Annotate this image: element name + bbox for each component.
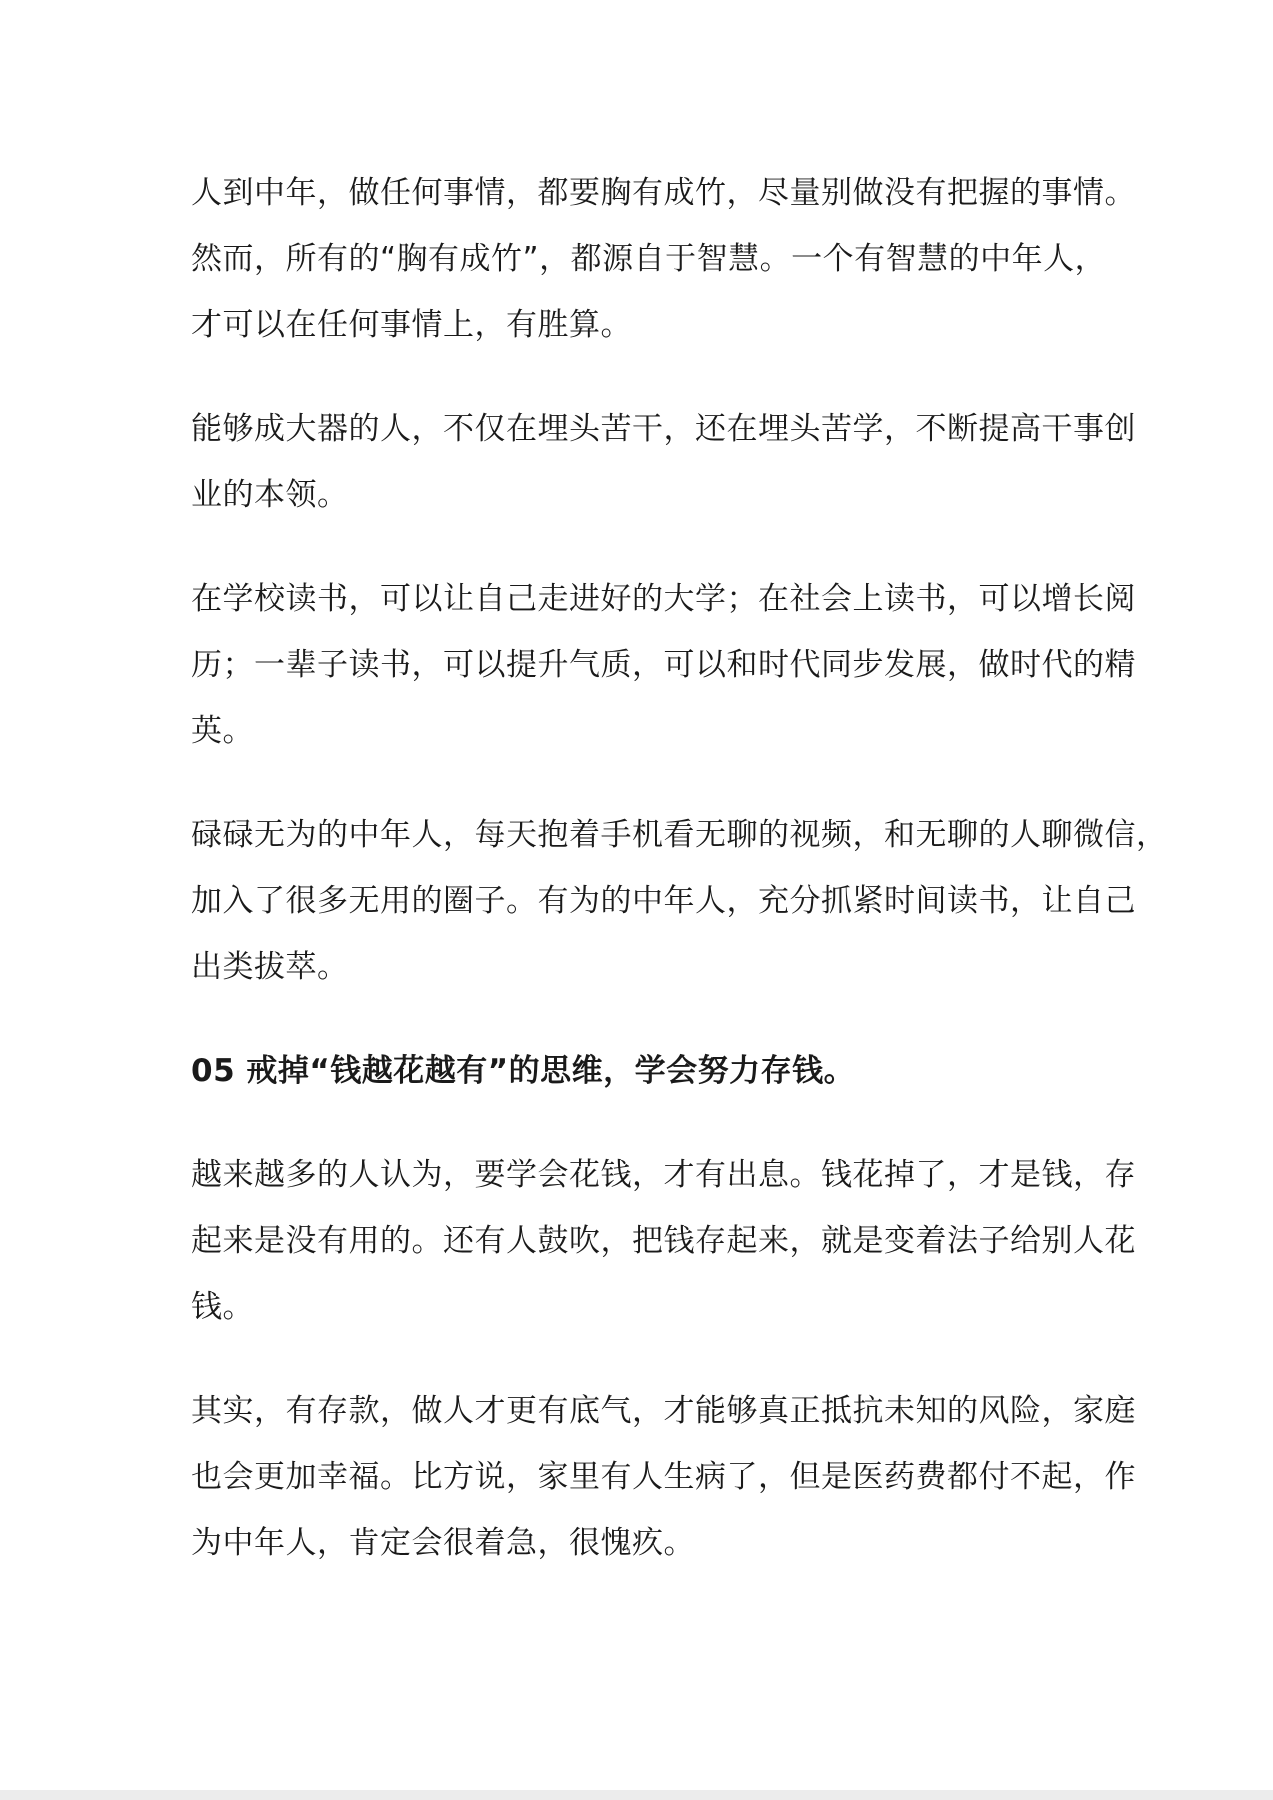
paragraph-line: 英。 bbox=[191, 713, 254, 749]
paragraph-5 bbox=[191, 1142, 1136, 1340]
paragraph-line: 起来是没有用的。还有人鼓吹，把钱存起来，就是变着法子给别人花 bbox=[191, 1223, 1136, 1259]
paragraph-6 bbox=[191, 1378, 1136, 1576]
paragraph-line: 也会更加幸福。比方说，家里有人生病了，但是医药费都付不起，作 bbox=[191, 1459, 1136, 1495]
paragraph-3 bbox=[191, 566, 1136, 764]
paragraph-line: 其实，有存款，做人才更有底气，才能够真正抵抗未知的风险，家庭 bbox=[191, 1393, 1136, 1429]
paragraph-line: 碌碌无为的中年人，每天抱着手机看无聊的视频，和无聊的人聊微信， bbox=[191, 817, 1168, 853]
paragraph-line: 历；一辈子读书，可以提升气质，可以和时代同步发展，做时代的精 bbox=[191, 647, 1136, 683]
paragraph-1 bbox=[191, 160, 1136, 358]
paragraph-line: 出类拔萃。 bbox=[191, 949, 349, 985]
paragraph-line: 人到中年，做任何事情，都要胸有成竹，尽量别做没有把握的事情。 bbox=[191, 175, 1136, 211]
paragraph-line: 才可以在任何事情上，有胜算。 bbox=[191, 307, 632, 343]
paragraph-line: 在学校读书，可以让自己走进好的大学；在社会上读书，可以增长阅 bbox=[191, 581, 1136, 617]
paragraph-line: 能够成大器的人，不仅在埋头苦干，还在埋头苦学，不断提高干事创 bbox=[191, 411, 1136, 447]
paragraph-line: 然而，所有的“胸有成竹”，都源自于智慧。一个有智慧的中年人， bbox=[191, 241, 1107, 277]
paragraph-line: 业的本领。 bbox=[191, 477, 349, 513]
paragraph-line: 加入了很多无用的圈子。有为的中年人，充分抓紧时间读书，让自己 bbox=[191, 883, 1136, 919]
article-body bbox=[191, 160, 1168, 1614]
paragraph-line: 钱。 bbox=[191, 1289, 254, 1325]
paragraph-line: 越来越多的人认为，要学会花钱，才有出息。钱花掉了，才是钱，存 bbox=[191, 1157, 1136, 1193]
page-bottom-edge bbox=[0, 1790, 1273, 1800]
paragraph-4 bbox=[191, 802, 1168, 1000]
section-heading: 05 戒掉“钱越花越有”的思维，学会努力存钱。 bbox=[191, 1053, 856, 1089]
paragraph-line: 为中年人，肯定会很着急，很愧疚。 bbox=[191, 1525, 695, 1561]
paragraph-2 bbox=[191, 396, 1136, 528]
